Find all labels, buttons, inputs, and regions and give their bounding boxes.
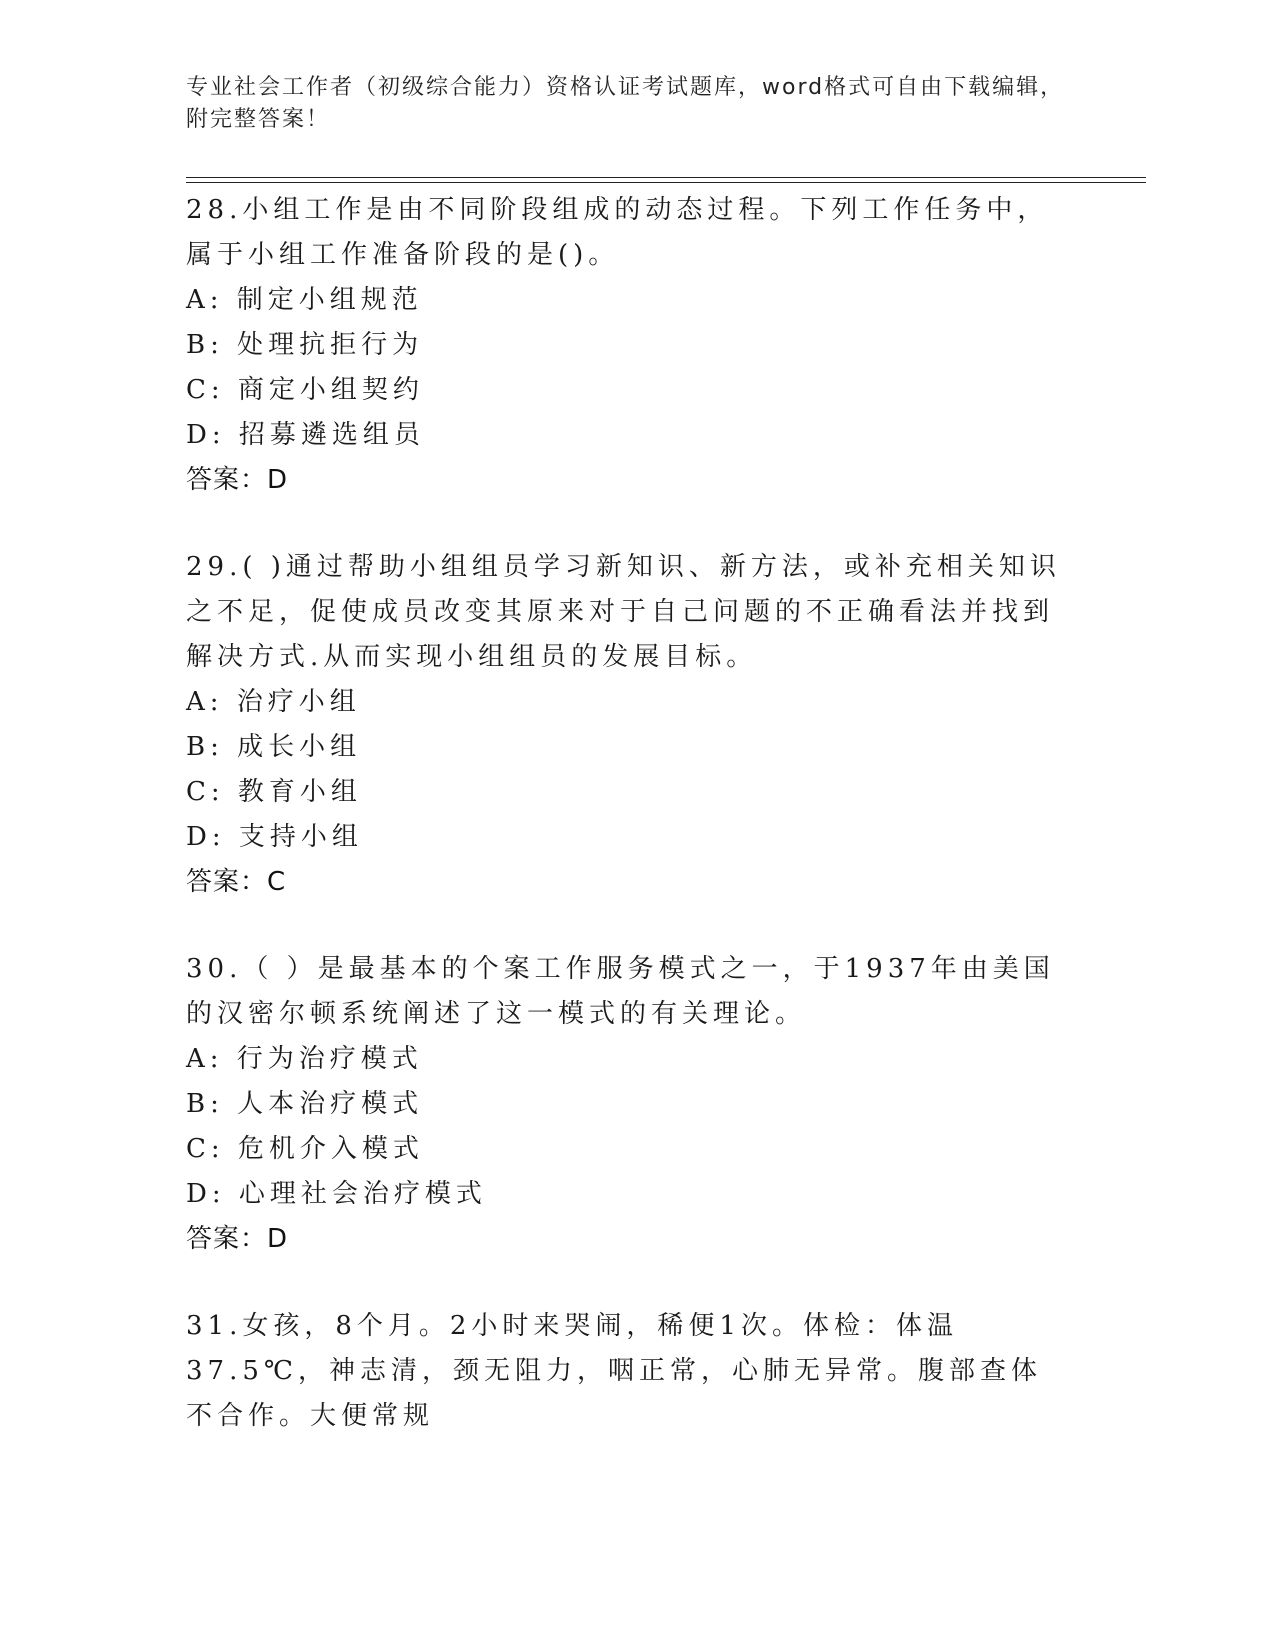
question-28: [186, 188, 1066, 503]
question-29: [186, 545, 1066, 905]
option-d: D: 支持小组: [186, 822, 363, 852]
question-31: [186, 1304, 1066, 1439]
option-a: A: 制定小组规范: [186, 285, 423, 315]
header-divider-bottom: [186, 182, 1146, 183]
option-d: D: 心理社会治疗模式: [186, 1179, 487, 1209]
header-divider-top: [186, 177, 1146, 178]
option-b: B: 处理抗拒行为: [186, 330, 424, 360]
question-30: [186, 947, 1066, 1262]
page-header: 专业社会工作者（初级综合能力）资格认证考试题库，word格式可自由下载编辑，附完整答案！: [186, 75, 1065, 132]
answer: 答案：D: [186, 1224, 289, 1254]
question-list: [186, 188, 1066, 1481]
option-d: D: 招募遴选组员: [186, 420, 425, 450]
option-c: C: 教育小组: [186, 777, 362, 807]
option-a: A: 行为治疗模式: [186, 1044, 423, 1074]
option-b: B: 人本治疗模式: [186, 1089, 424, 1119]
answer: 答案：D: [186, 465, 289, 495]
question-text: 29.( )通过帮助小组组员学习新知识、新方法，或补充相关知识之不足，促使成员改变其原来对于自己问题的不正确看法并找到解决方式.从而实现小组组员的发展目标。: [186, 552, 1061, 672]
option-b: B: 成长小组: [186, 732, 362, 762]
question-text: 28.小组工作是由不同阶段组成的动态过程。下列工作任务中，属于小组工作准备阶段的是()。: [186, 195, 1049, 270]
question-text: 31.女孩，8个月。2小时来哭闹，稀便1次。体检：体温37.5℃，神志清，颈无阻力，咽正常，心肺无异常。腹部查体不合作。大便常规: [186, 1311, 1042, 1431]
option-c: C: 商定小组契约: [186, 375, 424, 405]
option-c: C: 危机介入模式: [186, 1134, 424, 1164]
option-a: A: 治疗小组: [186, 687, 361, 717]
answer: 答案：C: [186, 867, 287, 897]
question-text: 30.（ ）是最基本的个案工作服务模式之一，于1937年由美国的汉密尔顿系统阐述了这一模式的有关理论。: [186, 954, 1055, 1029]
